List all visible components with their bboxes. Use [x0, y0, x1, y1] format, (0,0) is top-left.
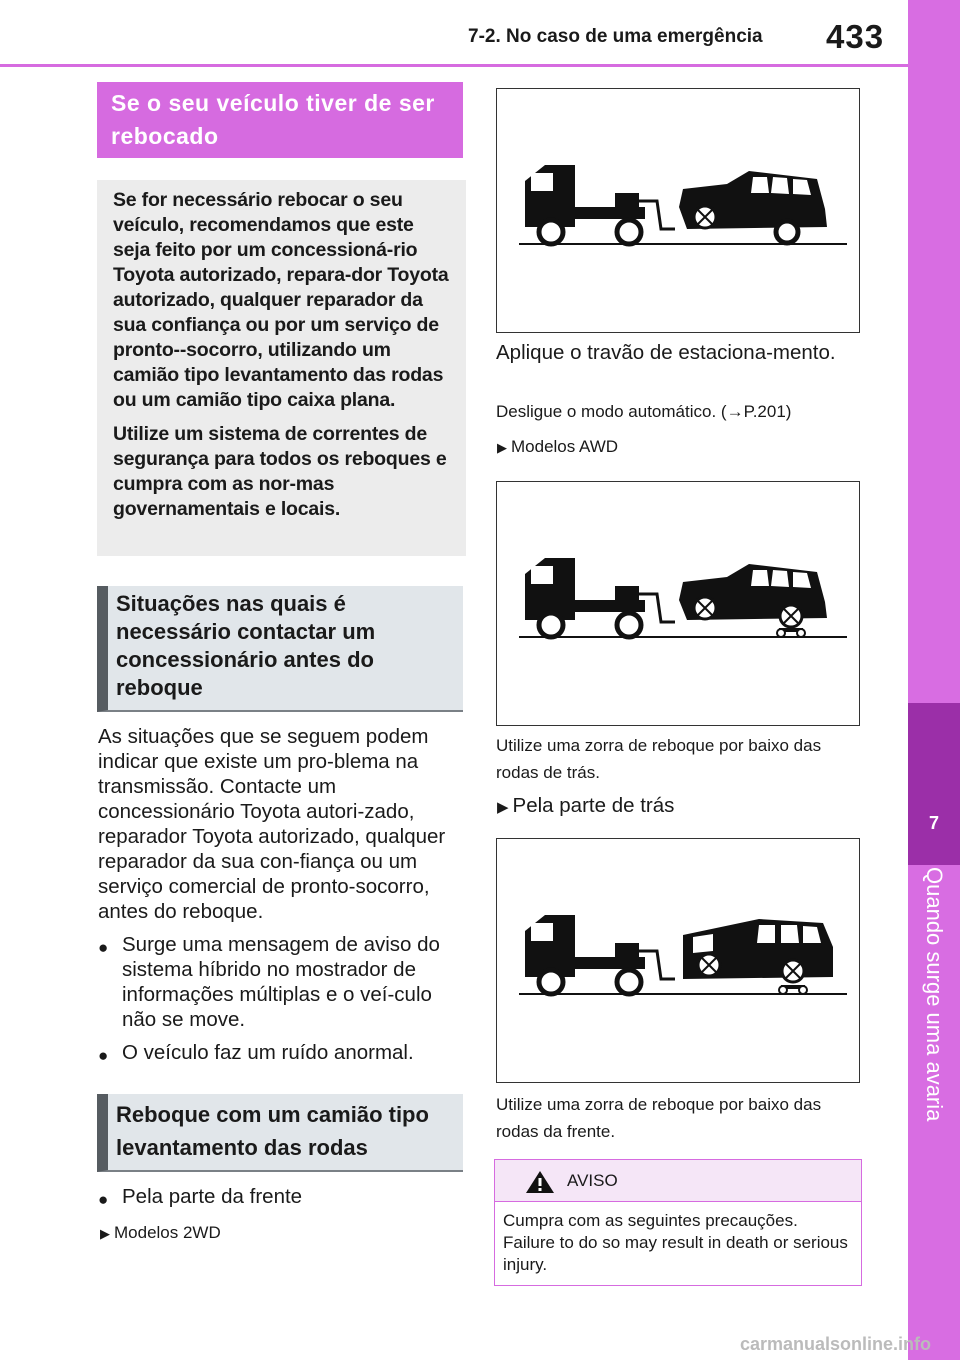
- contact-dealer-intro: As situações que se seguem podem indicar que existe um pro-blema na transmissão. Contacte um concessionário Toyota autori-zado, reparador Toyota autorizado, qualquer reparador da sua con-fiança ou um serviço comercial de pronto-socorro, antes do reboque.: [98, 725, 446, 923]
- warning-box: [494, 1159, 862, 1286]
- tow-truck-illustration: [497, 89, 859, 332]
- subheading-text: Modelos 2WD: [114, 1223, 221, 1242]
- list-item: [98, 1184, 460, 1214]
- list-item-text: O veículo faz um ruído anormal.: [122, 1041, 414, 1064]
- warning-text: Cumpra com as seguintes precauções. Failure to do so may result in death or serious injury.: [503, 1211, 848, 1274]
- tow-truck-dolly-illustration: [497, 482, 859, 725]
- list-item-text: Pela parte da frente: [122, 1185, 303, 1208]
- list-item: [98, 1040, 460, 1070]
- subheading-from-rear: [497, 794, 674, 818]
- bullet-icon: ●: [98, 938, 109, 957]
- towing-info-paragraph: Se for necessário rebocar o seu veículo, recomendamos que este seja feito por um concessioná-rio Toyota autorizado, repara-dor Toyota autorizado, qualquer reparador da sua confiança ou por um serviço de pronto--socorro, utilizando um camião tipo levantamento das rodas ou um camião tipo caixa plana.: [113, 189, 449, 411]
- tow-illustration-awd: [496, 481, 860, 726]
- chapter-number: [908, 703, 960, 865]
- bullet-icon: ●: [98, 1046, 109, 1065]
- chapter-number-text: 7: [928, 813, 939, 833]
- tow-illustration-rear: [496, 838, 860, 1083]
- subheading-text: Pela parte de trás: [512, 794, 675, 817]
- subheading-awd: [497, 436, 618, 459]
- tow-truck-rear-illustration: [497, 839, 859, 1082]
- list-item: [98, 932, 460, 1032]
- section-title-contact-dealer: Situações nas quais é necessário contactar um concessionário antes do reboque: [97, 586, 463, 712]
- bullet-icon: ●: [98, 1190, 109, 1209]
- caption-rear-dolly: Utilize uma zorra de reboque por baixo das rodas de trás.: [496, 736, 822, 782]
- triangle-right-icon: ▶: [497, 440, 507, 455]
- safety-chains-paragraph: Utilize um sistema de correntes de segurança para todos os reboques e cumpra com as nor-mas governamentais e locais.: [113, 423, 447, 520]
- chapter-label-text: Quando surge uma avaria: [922, 867, 947, 1122]
- warning-header: [495, 1160, 861, 1202]
- chapter-label: [908, 867, 960, 1170]
- towing-info-box: [97, 180, 466, 556]
- triangle-right-icon: ▶: [100, 1226, 110, 1241]
- watermark: carmanualsonline.info: [740, 1334, 932, 1354]
- section-title-wheel-lift: Reboque com um camião tipo levantamento das rodas: [97, 1094, 463, 1172]
- warning-triangle-icon: [525, 1170, 555, 1194]
- tow-illustration-2wd: [496, 88, 860, 333]
- caption-parking-brake: Aplique o travão de estaciona-mento.: [496, 341, 836, 364]
- warning-title: AVISO: [567, 1171, 618, 1190]
- subheading-2wd: [100, 1222, 221, 1245]
- note-auto-mode: Desligue o modo automático. (→P.201): [496, 402, 792, 421]
- page-number: 433: [826, 18, 885, 55]
- subheading-text: Modelos AWD: [511, 437, 619, 456]
- triangle-right-icon: ▶: [497, 799, 509, 816]
- header-divider: [0, 64, 908, 67]
- caption-front-dolly: Utilize uma zorra de reboque por baixo das rodas da frente.: [496, 1095, 822, 1141]
- section-title-towing: Se o seu veículo tiver de ser rebocado: [97, 82, 463, 158]
- section-header: 7-2. No caso de uma emergência: [468, 26, 763, 47]
- list-item-text: Surge uma mensagem de aviso do sistema híbrido no mostrador de informações múltiplas e o veí-culo não se move.: [122, 933, 440, 1031]
